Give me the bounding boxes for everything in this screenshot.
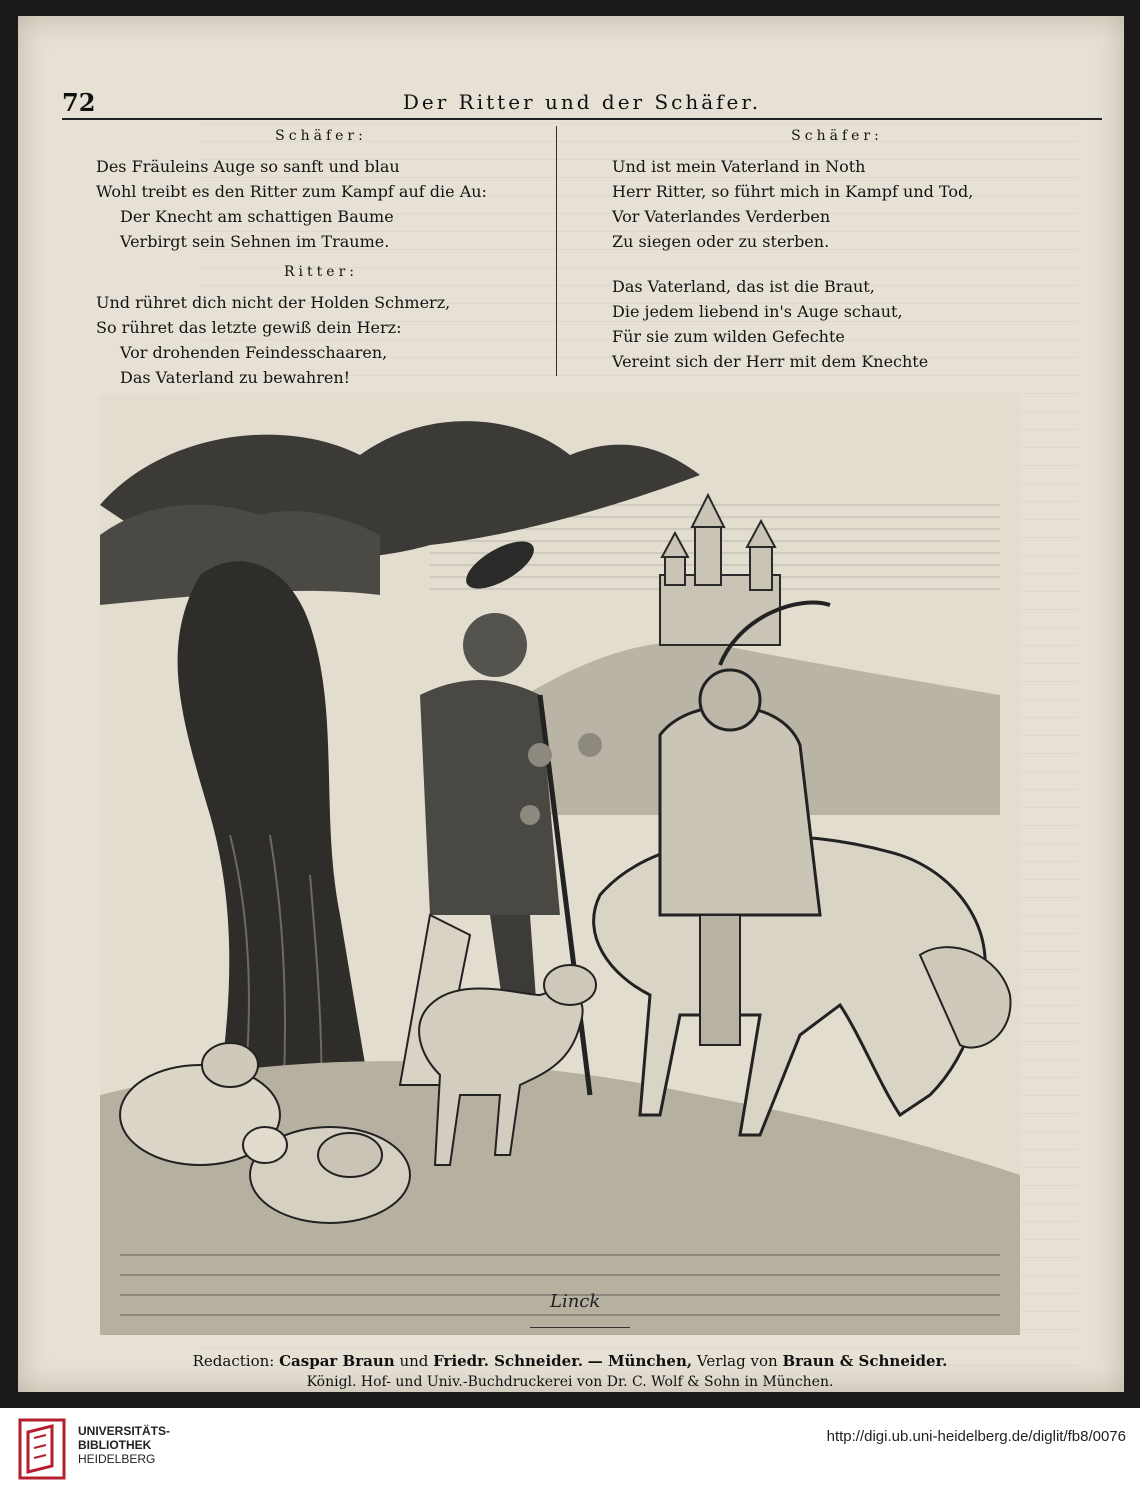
- publisher-name: Braun & Schneider.: [782, 1352, 948, 1370]
- woodcut-illustration: [100, 395, 1020, 1335]
- speaker-label: Schäfer:: [275, 128, 367, 144]
- editor-name-1: Caspar Braun: [279, 1352, 395, 1370]
- institution-line: BIBLIOTHEK: [78, 1438, 152, 1452]
- imprint-line-1: [0, 1352, 1140, 1370]
- page-title: Der Ritter und der Schäfer.: [402, 90, 762, 114]
- verse-line: Und ist mein Vaterland in Noth: [612, 157, 866, 176]
- imprint-line-2: Königl. Hof- und Univ.-Buchdruckerei von Dr. C. Wolf & Sohn in München.: [306, 1374, 834, 1390]
- publisher-label: Verlag von: [696, 1352, 778, 1370]
- speaker-label: Schäfer:: [791, 128, 883, 144]
- caption-rule: [530, 1327, 630, 1328]
- stanza: [612, 274, 1062, 374]
- poem-left-column: [96, 124, 546, 390]
- institution-line: HEIDELBERG: [78, 1452, 156, 1466]
- verse-line: Die jedem liebend in's Auge schaut,: [612, 302, 903, 321]
- editor-name-2: Friedr. Schneider.: [433, 1352, 583, 1370]
- poem-right-column: [612, 124, 1062, 374]
- redaction-label: Redaction:: [192, 1352, 275, 1370]
- verse-line: Vor drohenden Feindesschaaren,: [120, 343, 388, 362]
- verse-line: Das Vaterland, das ist die Braut,: [612, 277, 875, 296]
- stanza: [96, 290, 546, 390]
- verse-line: Wohl treibt es den Ritter zum Kampf auf die Au:: [96, 182, 487, 201]
- verse-line: Des Fräuleins Auge so sanft und blau: [96, 157, 400, 176]
- artist-signature: Linck: [550, 1291, 601, 1312]
- stanza: [96, 154, 546, 254]
- stanza: [612, 154, 1062, 254]
- column-divider: [556, 126, 557, 376]
- place-name: — München,: [587, 1352, 693, 1370]
- institution-name: [78, 1424, 170, 1466]
- verse-line: Für sie zum wilden Gefechte: [612, 327, 845, 346]
- verse-line: Vereint sich der Herr mit dem Knechte: [612, 352, 929, 371]
- verse-line: Herr Ritter, so führt mich in Kampf und Tod,: [612, 182, 974, 201]
- page-number: 72: [62, 88, 96, 117]
- speaker-label: Ritter:: [284, 264, 358, 280]
- verse-line: Verbirgt sein Sehnen im Traume.: [120, 232, 390, 251]
- verse-line: Der Knecht am schattigen Baume: [120, 207, 394, 226]
- verse-line: Und rühret dich nicht der Holden Schmerz,: [96, 293, 451, 312]
- verse-line: Zu siegen oder zu sterben.: [612, 232, 830, 251]
- verse-line: So rühret das letzte gewiß dein Herz:: [96, 318, 402, 337]
- permalink-url[interactable]: http://digi.ub.uni-heidelberg.de/diglit/fb8/0076: [826, 1428, 1126, 1445]
- verse-line: Das Vaterland zu bewahren!: [120, 368, 351, 387]
- stanza-gap: [612, 254, 1062, 274]
- university-library-logo: [18, 1418, 66, 1480]
- page-header: [62, 88, 1102, 120]
- institution-line: UNIVERSITÄTS-: [78, 1424, 171, 1438]
- verse-line: Vor Vaterlandes Verderben: [612, 207, 831, 226]
- library-footer-bar: [0, 1408, 1140, 1491]
- conjunction: und: [399, 1352, 429, 1370]
